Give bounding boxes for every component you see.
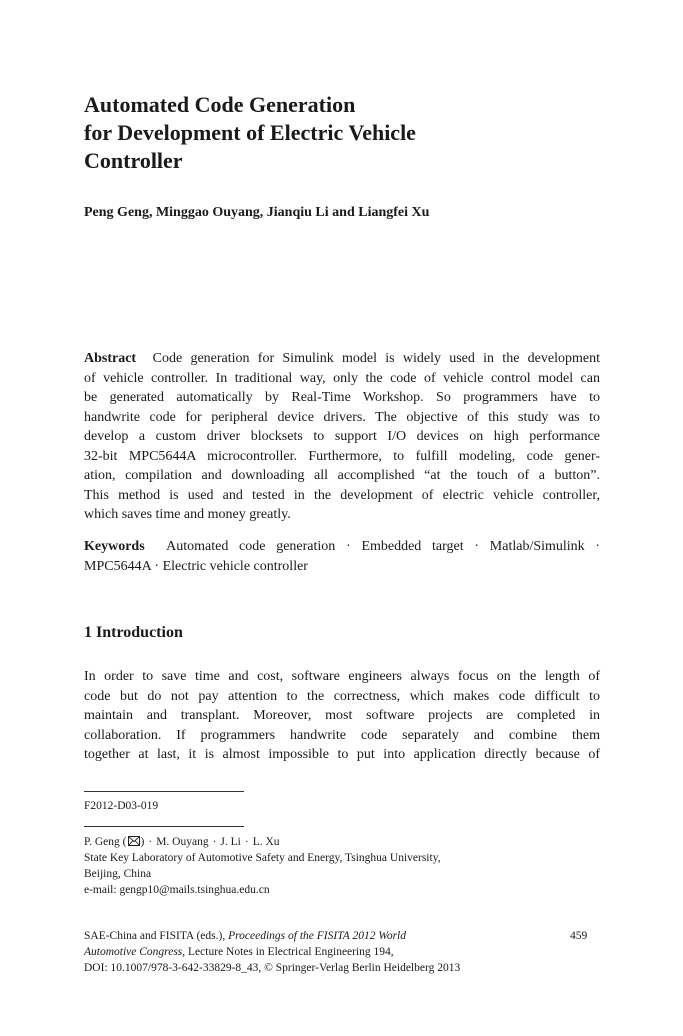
abstract-line: which saves time and money greatly. (84, 507, 291, 522)
title-line-2: for Development of Electric Vehicle (84, 120, 416, 145)
author-separator: · (244, 836, 249, 848)
abstract-line (84, 349, 600, 369)
author-contacts (84, 834, 441, 850)
abstract-label: Abstract (84, 351, 137, 366)
keyword-separator: · (154, 558, 160, 574)
author-list: Peng Geng, Minggao Ouyang, Jianqiu Li and Liangfei Xu (84, 205, 430, 220)
location: Beijing, China (84, 868, 152, 880)
envelope-icon (128, 836, 140, 846)
email: e-mail: gengp10@mails.tsinghua.edu.cn (84, 884, 270, 896)
series-info: , Lecture Notes in Electrical Engineering 194, (182, 946, 394, 958)
author-affiliation (84, 834, 441, 898)
abstract (84, 349, 600, 525)
paper-title (84, 91, 604, 175)
keyword-separator: · (595, 539, 601, 554)
footnote-divider (84, 791, 244, 792)
abstract-line: develop a custom driver blocksets to support I/O devices on high performance (84, 429, 600, 444)
author-1-close: ) (140, 836, 145, 848)
keywords-line (84, 557, 600, 577)
citation-line-1 (84, 928, 460, 944)
intro-line: collaboration. If programmers handwrite code separately and combine them (84, 727, 600, 743)
intro-line: together at last, it is almost impossible to put into application directly because of (84, 747, 600, 762)
page-number: 459 (570, 930, 588, 942)
keywords-line (84, 537, 600, 557)
title-line-3: Controller (84, 148, 183, 173)
doi: DOI: 10.1007/978-3-642-33829-8_43, © Springer-Verlag Berlin Heidelberg 2013 (84, 962, 461, 974)
author-separator: · (212, 836, 217, 848)
keyword: Electric vehicle controller (162, 558, 308, 574)
intro-line: maintain and transplant. Moreover, most software projects are completed in (84, 708, 600, 723)
author-3: J. Li (220, 836, 241, 848)
proceedings-title: Proceedings of the FISITA 2012 World (228, 930, 407, 942)
abstract-line: be generated automatically by Real-Time Workshop. So programmers have to (84, 390, 600, 405)
proceedings-title-cont: Automotive Congress (84, 946, 183, 958)
citation-footer (84, 928, 460, 976)
keyword: Matlab/Simulink (489, 539, 585, 554)
abstract-line: handwrite code for peripheral device drivers. The objective of this study was to (84, 409, 600, 425)
affiliation: State Key Laboratory of Automotive Safety and Energy, Tsinghua University, (84, 852, 441, 864)
citation-line-2 (84, 944, 460, 960)
keywords-label: Keywords (84, 539, 145, 554)
keyword-separator: · (346, 539, 351, 554)
author-2: M. Ouyang (156, 836, 209, 848)
abstract-line: 32-bit MPC5644A microcontroller. Furthermore, to fulfill modeling, code gener- (84, 448, 600, 464)
intro-line: code but do not pay attention to the correctness, which makes code difficult to (84, 688, 600, 704)
keyword-separator: · (474, 539, 480, 554)
keyword: Embedded target (361, 539, 464, 554)
author-separator: · (148, 836, 153, 848)
title-line-1: Automated Code Generation (84, 92, 356, 117)
intro-line: In order to save time and cost, software engineers always focus on the length of (84, 669, 600, 684)
author-1: P. Geng ( (84, 836, 127, 848)
section-heading: 1 Introduction (84, 624, 183, 641)
author-4: L. Xu (252, 836, 280, 848)
citation-prefix: SAE-China and FISITA (eds.), (84, 930, 229, 942)
introduction-body (84, 667, 600, 765)
abstract-line: ation, compilation and downloading all accomplished “at the touch of a button”. (84, 468, 600, 483)
keywords (84, 537, 600, 576)
abstract-text: Code generation for Simulink model is widely used in the development (152, 351, 600, 366)
paper-id: F2012-D03-019 (84, 800, 159, 812)
footnote-divider (84, 826, 244, 827)
abstract-line: This method is used and tested in the development of electric vehicle controller, (84, 487, 600, 503)
abstract-line: of vehicle controller. In traditional way, only the code of vehicle control model can (84, 370, 600, 386)
keyword: MPC5644A (84, 558, 151, 574)
keyword: Automated code generation (166, 539, 336, 554)
